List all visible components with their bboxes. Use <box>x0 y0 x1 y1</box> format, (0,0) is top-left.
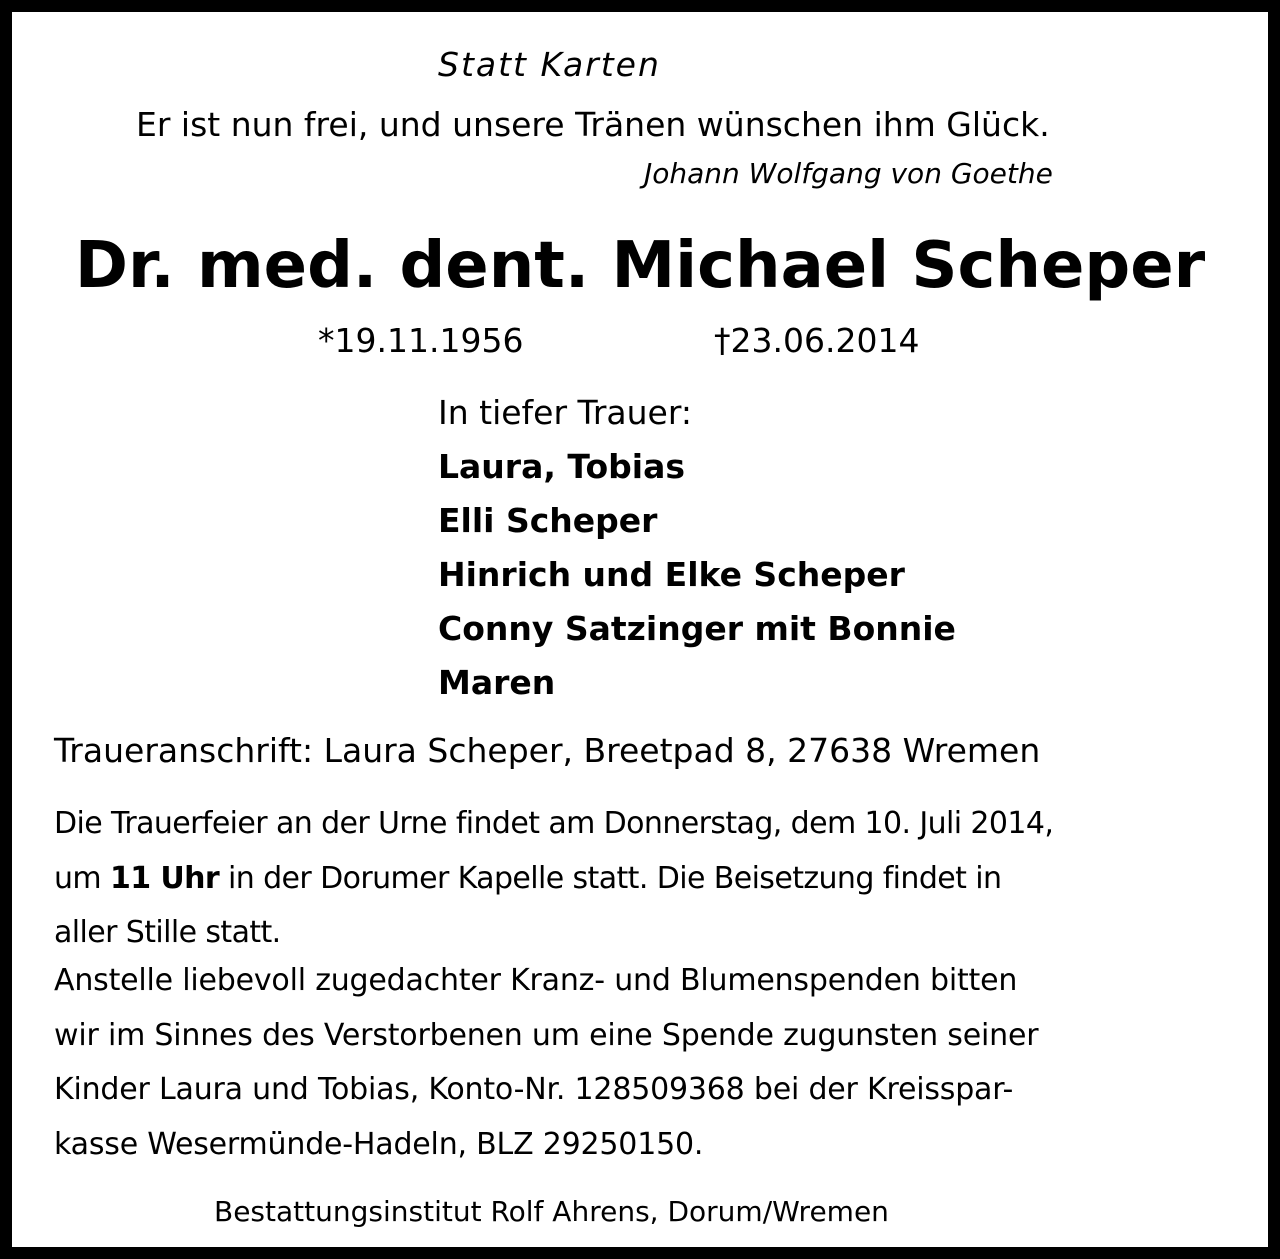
donation-line: wir im Sinnes des Verstorbenen um eine Spende zugunsten seiner <box>54 1017 1039 1053</box>
mourning-label: In tiefer Trauer: <box>438 393 692 432</box>
ceremony-line: Die Trauerfeier an der Urne findet am Donnerstag, dem 10. Juli 2014, <box>54 806 1054 841</box>
ceremony-paragraph <box>54 797 1244 961</box>
donation-line: Anstelle liebevoll zugedachter Kranz- und Blumenspenden bitten <box>54 963 1018 998</box>
undertaker: Bestattungsinstitut Rolf Ahrens, Dorum/Wremen <box>214 1195 889 1228</box>
mourner-name: Maren <box>438 663 556 702</box>
donation-line: kasse Wesermünde-Hadeln, BLZ 29250150. <box>54 1126 704 1162</box>
mourner-name: Hinrich und Elke Scheper <box>438 555 905 594</box>
ceremony-line: aller Stille statt. <box>54 915 281 950</box>
mourning-address: Traueranschrift: Laura Scheper, Breetpad 8, 27638 Wremen <box>54 731 1041 770</box>
salutation: Statt Karten <box>438 45 661 84</box>
ceremony-time: 11 Uhr <box>109 860 220 896</box>
deceased-name: Dr. med. dent. Michael Scheper <box>74 229 1206 303</box>
quote-text: Er ist nun frei, und unsere Tränen wünschen ihm Glück. <box>136 105 1050 144</box>
death-date: †23.06.2014 <box>714 321 920 360</box>
donation-line: Kinder Laura und Tobias, Konto-Nr. 128509368 bei der Kreisspar- <box>54 1072 1014 1107</box>
mourner-name: Elli Scheper <box>438 501 658 540</box>
ceremony-line: um 11 Uhr in der Dorumer Kapelle statt. Die Beisetzung findet in <box>54 860 1002 896</box>
birth-date: *19.11.1956 <box>318 321 524 360</box>
quote-author: Johann Wolfgang von Goethe <box>644 157 1053 190</box>
mourner-name: Conny Satzinger mit Bonnie <box>438 609 956 648</box>
mourner-name: Laura, Tobias <box>438 447 686 486</box>
donation-paragraph <box>54 954 1244 1172</box>
